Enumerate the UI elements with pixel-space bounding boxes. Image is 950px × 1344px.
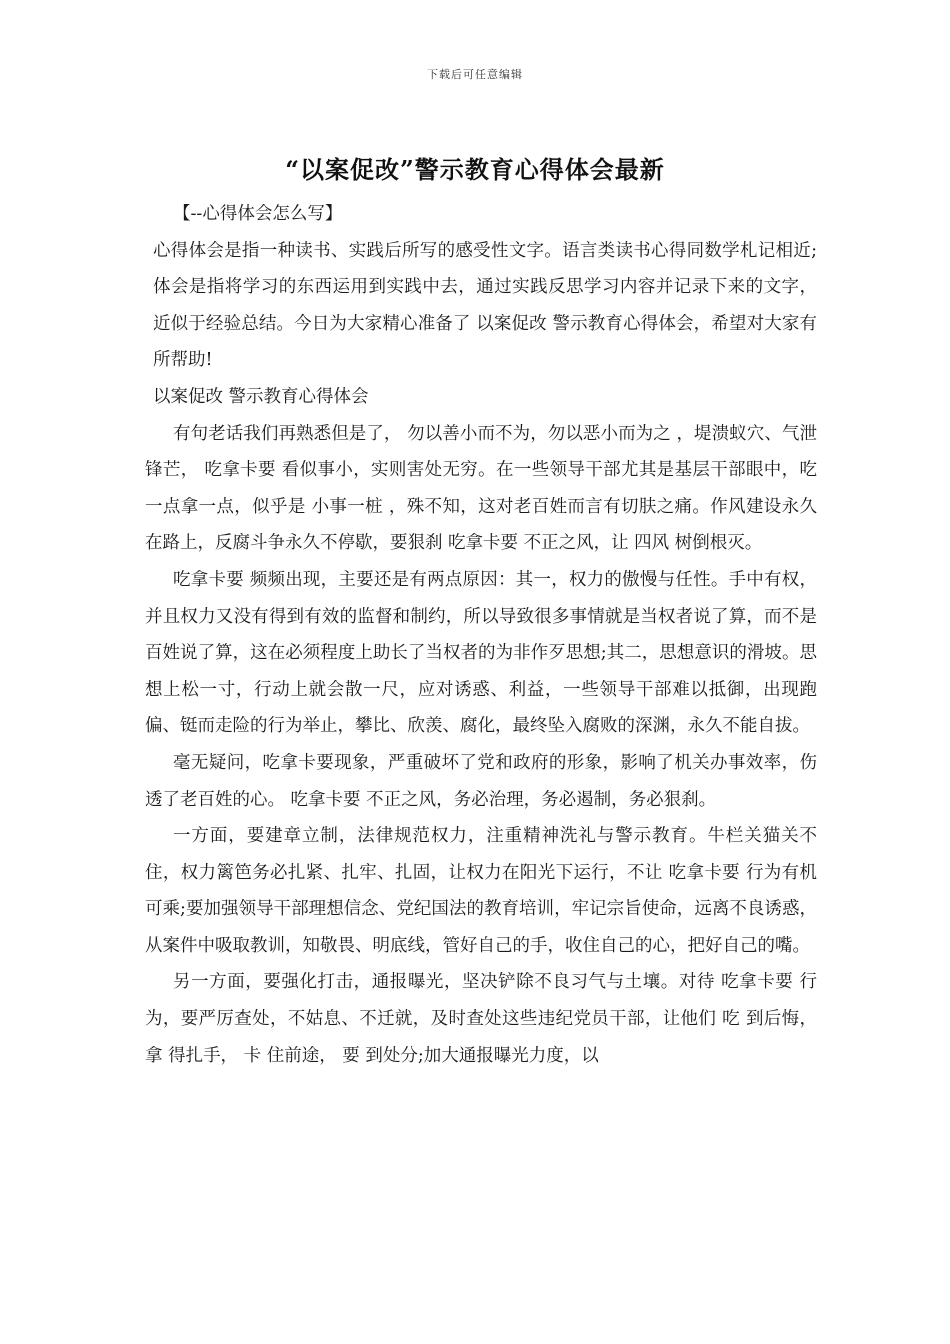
document-title: “以案促改”警示教育心得体会最新 bbox=[285, 155, 665, 184]
section-heading: 【--心得体会怎么写】 bbox=[173, 204, 343, 224]
article-subtitle: 以案促改 警示教育心得体会 bbox=[153, 386, 369, 407]
body-paragraph: 有句老话我们再熟悉但是了， 勿以善小而不为，勿以恶小而为之 ，堤溃蚁穴、气泄锋芒， 吃拿卡要 看似事小，实则害处无穷。在一些领导干部尤其是基层干部眼中，吃一点拿一点，似乎是 小事一桩 ，殊不知，这对老百姓而言有切肤之痛。作风建设永久在路上，反腐斗争永久不停歇，要狠刹 吃拿卡要 不正之风，让 四风 树倒根灭。 bbox=[145, 423, 817, 554]
body-paragraph: 吃拿卡要 频频出现，主要还是有两点原因：其一，权力的傲慢与任性。手中有权，并且权力又没有得到有效的监督和制约，所以导致很多事情就是当权者说了算，而不是百姓说了算，这在必须程度上助长了当权者的为非作歹思想;其二，思想意识的滑坡。思想上松一寸，行动上就会散一尺，应对诱惑、利益，一些领导干部难以抵御，出现跑偏、铤而走险的行为举止，攀比、欣羡、腐化，最终坠入腐败的深渊，永久不能自拔。 bbox=[145, 569, 817, 737]
intro-paragraph: 心得体会是指一种读书、实践后所写的感受性文字。语言类读书心得同数学札记相近;体会是指将学习的东西运用到实践中去，通过实践反思学习内容并记录下来的文字，近似于经验总结。今日为大家精心准备了 以案促改 警示教育心得体会，希望对大家有所帮助! bbox=[153, 240, 817, 371]
body-paragraph: 另一方面，要强化打击，通报曝光，坚决铲除不良习气与土壤。对待 吃拿卡要 行为，要严厉查处，不姑息、不迁就，及时查处这些违纪党员干部，让他们 吃 到后悔， 拿 得扎手， 卡 住前途， 要 到处分;加大通报曝光力度，以 bbox=[145, 972, 817, 1066]
body-paragraph: 毫无疑问，吃拿卡要现象，严重破坏了党和政府的形象，影响了机关办事效率，伤透了老百姓的心。 吃拿卡要 不正之风，务必治理，务必遏制，务必狠刹。 bbox=[145, 752, 817, 810]
body-paragraph: 一方面，要建章立制，法律规范权力，注重精神洗礼与警示教育。牛栏关猫关不住，权力篱笆务必扎紧、扎牢、扎固，让权力在阳光下运行，不让 吃拿卡要 行为有机可乘;要加强领导干部理想信念、党纪国法的教育培训，牢记宗旨使命，远离不良诱惑，从案件中吸取教训，知敬畏、明底线，管好自己的手，收住自己的心，把好自己的嘴。 bbox=[145, 826, 817, 956]
document-body bbox=[145, 196, 817, 1074]
header-note: 下载后可任意编辑 bbox=[427, 68, 523, 81]
